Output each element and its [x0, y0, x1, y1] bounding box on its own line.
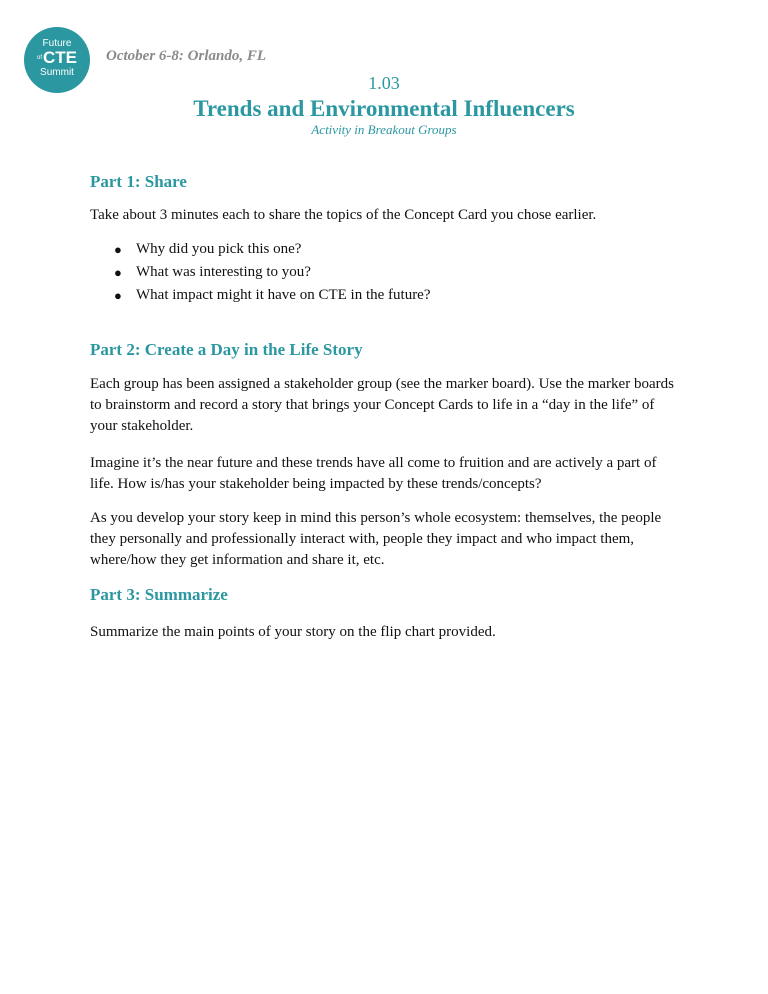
part1-bullet-list: [90, 238, 730, 307]
activity-number: 1.03: [368, 73, 400, 93]
bullet-icon: ●: [114, 265, 122, 280]
list-item: [90, 261, 730, 284]
bullet-text: Why did you pick this one?: [136, 241, 302, 257]
part3-section: [90, 585, 730, 605]
logo-line-summit: Summit: [40, 67, 74, 78]
logo-of: of: [36, 55, 42, 62]
bullet-icon: ●: [114, 242, 122, 257]
page-title: Trends and Environmental Influencers: [193, 96, 575, 121]
part1-intro-block: [90, 205, 730, 226]
logo-cte: CTE: [43, 48, 77, 67]
part3-heading: Part 3: Summarize: [90, 585, 228, 604]
part2-paragraph: As you develop your story keep in mind this person’s whole ecosystem: themselves, the people they personally and professionally interact with, people they impact and who impact them, where/how they get information and share it, etc.: [90, 510, 662, 568]
part1-intro: Take about 3 minutes each to share the topics of the Concept Card you chose earlier.: [90, 207, 597, 223]
part1-section: [90, 172, 730, 192]
part1-bullets-block: [90, 238, 730, 307]
bullet-text: What was interesting to you?: [136, 264, 311, 280]
bullet-text: What impact might it have on CTE in the future?: [136, 287, 431, 303]
event-date-location: October 6-8: Orlando, FL: [106, 48, 266, 64]
logo-line-cte: [24, 49, 90, 67]
part2-paragraph: Imagine it’s the near future and these trends have all come to fruition and are actively a part of life. How is/has your stakeholder being impacted by these trends/concepts?: [90, 455, 657, 492]
part2-para1-block: [90, 374, 676, 437]
part1-heading: Part 1: Share: [90, 172, 187, 191]
part3-text: Summarize the main points of your story on the flip chart provided.: [90, 624, 496, 640]
list-item: [90, 284, 730, 307]
bullet-icon: ●: [114, 288, 122, 303]
part3-text-block: [90, 622, 730, 643]
part2-paragraph: Each group has been assigned a stakeholder group (see the marker board). Use the marker boards to brainstorm and record a story that brings your Concept Cards to life in a “day in the life” of your stakeholder.: [90, 376, 674, 434]
part2-heading: Part 2: Create a Day in the Life Story: [90, 340, 363, 359]
part2-para2-block: [90, 453, 680, 495]
page-subtitle: Activity in Breakout Groups: [311, 122, 457, 137]
part2-section: [90, 340, 730, 360]
part2-para3-block: [90, 508, 680, 571]
list-item: [90, 238, 730, 261]
logo-line-future: Future: [42, 38, 72, 49]
